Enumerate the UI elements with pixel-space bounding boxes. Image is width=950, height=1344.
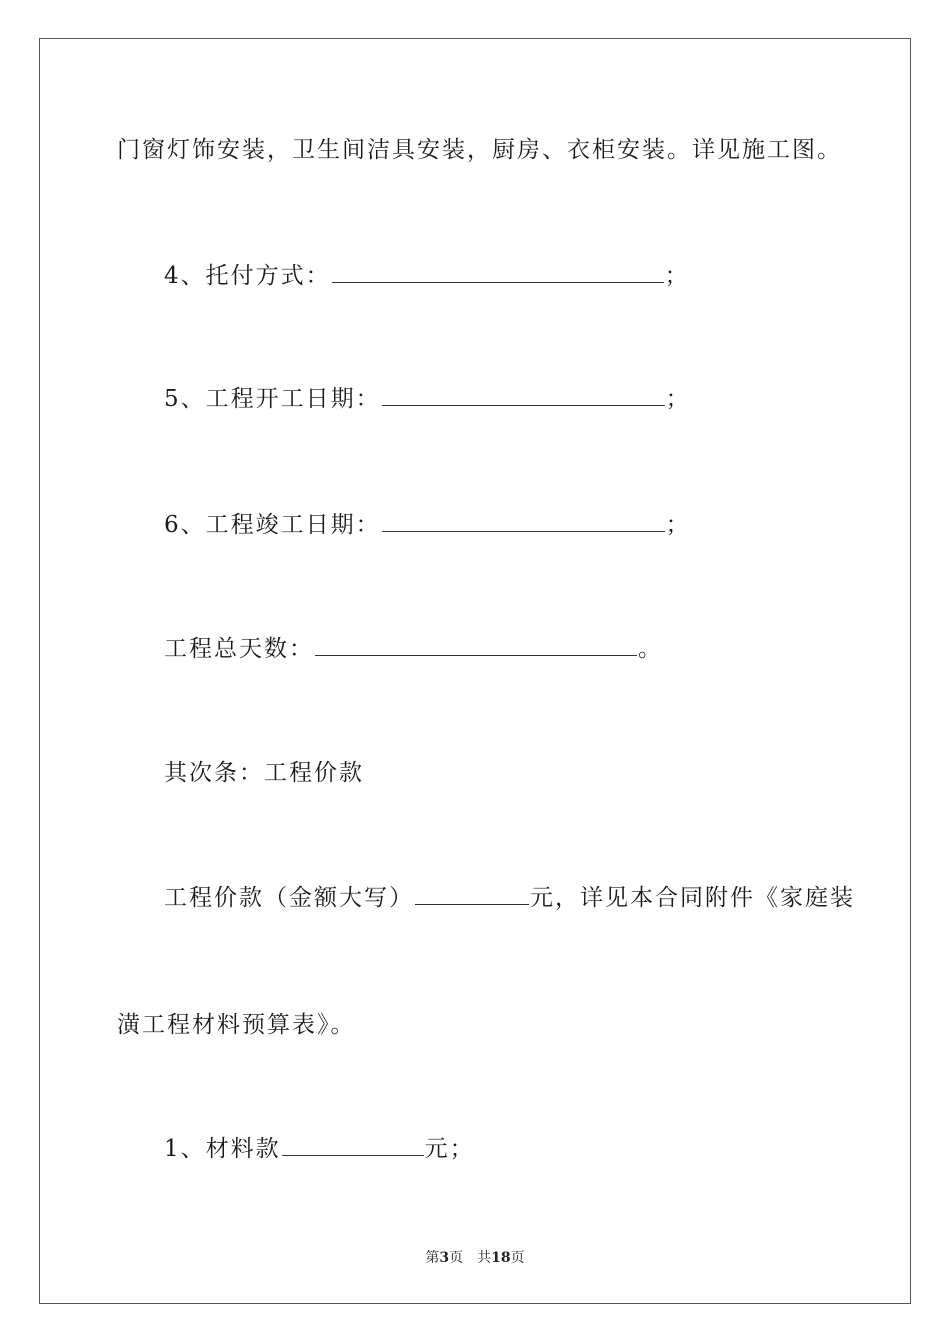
- total-days-blank[interactable]: [315, 635, 637, 656]
- start-date-blank[interactable]: [382, 385, 665, 406]
- delivery-method-label: 4、托付方式：: [164, 263, 331, 289]
- page-label-pre: 第: [425, 1250, 440, 1266]
- material-cost-line: [164, 1134, 475, 1164]
- completion-date-line: [164, 510, 691, 540]
- price-amount-blank[interactable]: [415, 884, 529, 905]
- completion-date-suffix: ；: [665, 512, 691, 538]
- total-label-pre: 共: [477, 1250, 492, 1266]
- completion-date-label: 6、工程竣工日期：: [164, 512, 381, 538]
- total-page-number: 18: [491, 1250, 511, 1266]
- section-heading-text: 其次条：工程价款: [164, 760, 364, 786]
- current-page-number: 3: [439, 1250, 450, 1266]
- total-days-label: 工程总天数：: [164, 636, 314, 662]
- body-paragraph-scope: [117, 135, 842, 165]
- total-label-post: 页: [510, 1250, 525, 1266]
- start-date-suffix: ；: [665, 386, 691, 412]
- total-days-line: [164, 634, 663, 664]
- start-date-line: [164, 384, 691, 414]
- price-amount-label: 工程价款（金额大写）: [164, 885, 414, 911]
- total-days-suffix: 。: [638, 636, 663, 662]
- delivery-method-suffix: ；: [664, 263, 690, 289]
- scope-text: 门窗灯饰安装，卫生间洁具安装，厨房、衣柜安装。详见施工图。: [117, 137, 842, 163]
- page-frame: [39, 38, 911, 1304]
- start-date-label: 5、工程开工日期：: [164, 386, 381, 412]
- material-cost-suffix: 元；: [424, 1136, 475, 1162]
- material-cost-blank[interactable]: [282, 1135, 424, 1156]
- budget-table-line: [117, 1010, 356, 1040]
- completion-date-blank[interactable]: [382, 511, 665, 532]
- budget-table-text: 潢工程材料预算表》。: [117, 1012, 356, 1038]
- delivery-method-line: [164, 261, 690, 291]
- delivery-method-blank[interactable]: [332, 262, 664, 283]
- material-cost-label: 1、材料款: [164, 1136, 281, 1162]
- price-amount-line: [164, 883, 855, 913]
- page-footer: [0, 1247, 950, 1267]
- page-label-post: 页: [449, 1250, 464, 1266]
- price-amount-suffix: 元，详见本合同附件《家庭装: [530, 885, 855, 911]
- section-heading-price: [164, 758, 364, 788]
